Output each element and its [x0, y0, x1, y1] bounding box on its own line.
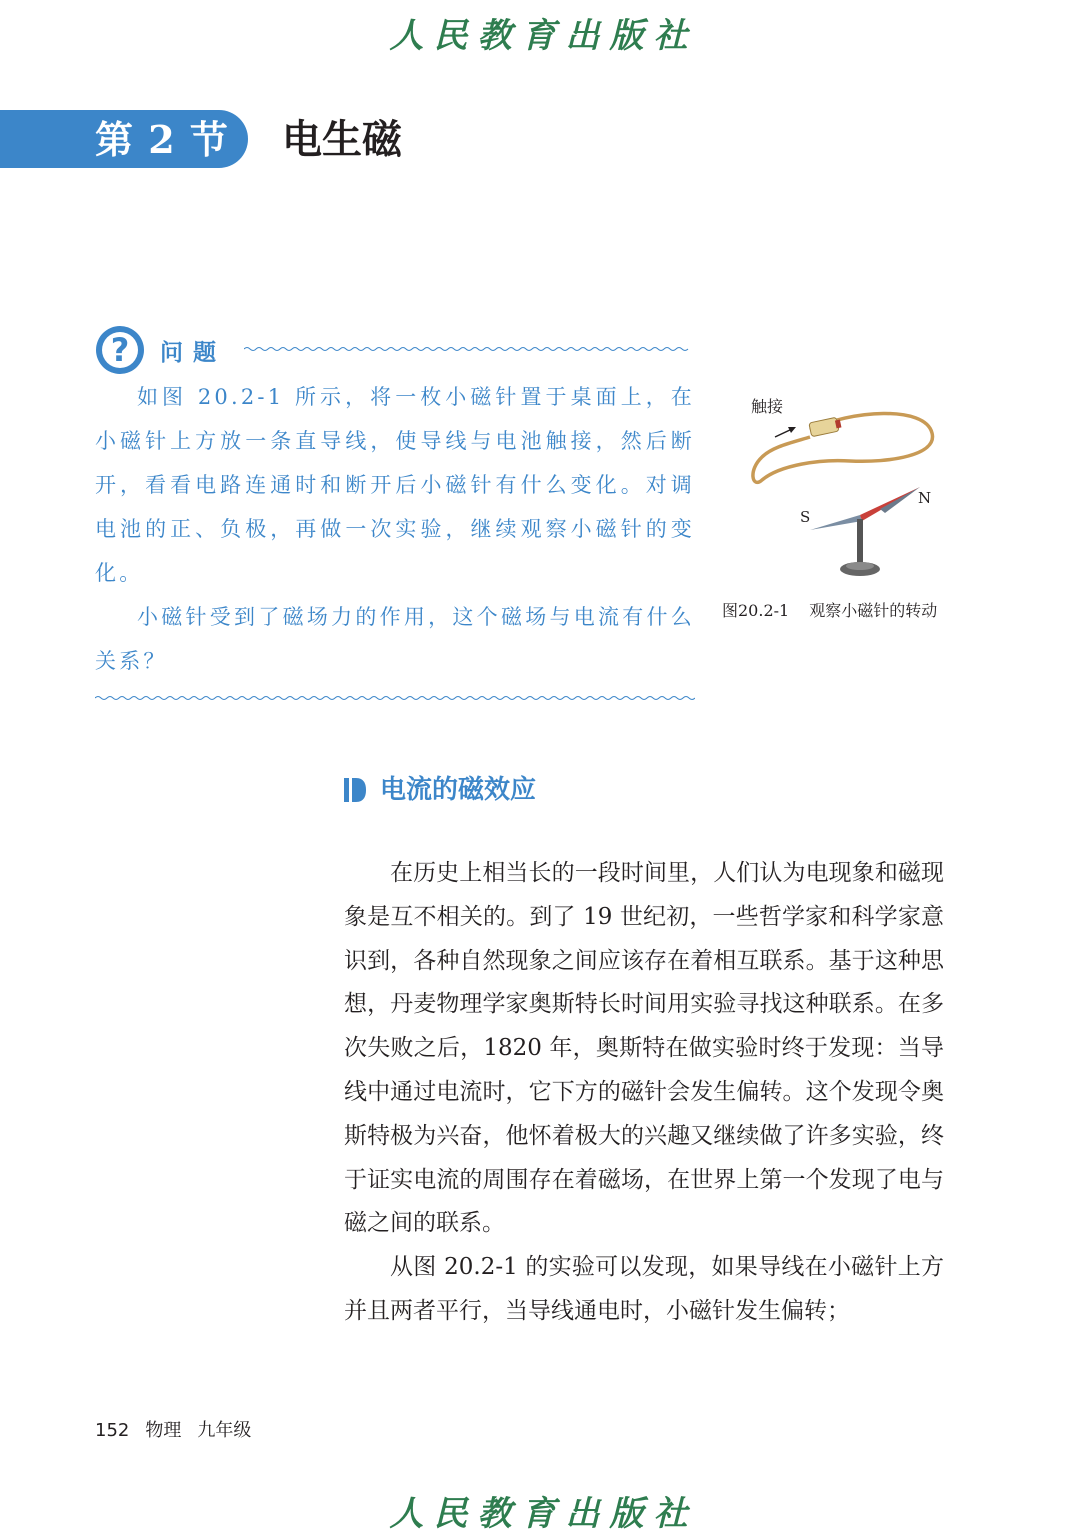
question-paragraph-2: 小磁针受到了磁场力的作用，这个磁场与电流有什么关系？ [95, 605, 695, 673]
subsection-title: 电流的磁效应 [380, 775, 537, 805]
battery [809, 417, 839, 437]
compass-stand-base-top [846, 562, 874, 570]
section-number: 第 2 节 [95, 117, 229, 162]
subsection-marker-icon [344, 778, 366, 802]
question-paragraph-1: 如图 20.2-1 所示，将一枚小磁针置于桌面上，在小磁针上方放一条直导线，使导线与电池触接，然后断开，看看电路连通时和断开后小磁针有什么变化。对调电池的正、负极，再做一次实验，继续观察小磁针的变化。 [95, 385, 695, 585]
contact-arrow [775, 429, 792, 437]
question-body [95, 375, 695, 683]
footer-grade: 九年级 [197, 1420, 252, 1441]
wavy-divider-top [244, 344, 696, 354]
figure-caption [722, 598, 937, 621]
needle-label-s: S [800, 508, 811, 526]
page-footer [95, 1416, 267, 1442]
body-paragraph-2: 从图 20.2-1 的实验可以发现，如果导线在小磁针上方并且两者平行，当导线通电时，小磁针发生偏转； [344, 1254, 944, 1324]
figure-caption-text: 观察小磁针的转动 [809, 601, 938, 620]
wire-loop [753, 413, 933, 482]
question-mark-icon: ? [96, 326, 144, 374]
page-number: 152 [95, 1420, 130, 1441]
publisher-logo-top: 人民教育出版社 [389, 16, 698, 56]
section-title: 电生磁 [282, 117, 402, 163]
compass-stand-pole [857, 519, 863, 563]
figure-label-touch: 触接 [751, 397, 784, 416]
body-paragraph-1: 在历史上相当长的一段时间里，人们认为电现象和磁现象是互不相关的。到了 19 世纪初，一些哲学家和科学家意识到，各种自然现象之间应该存在着相互联系。基于这种思想，丹麦物理学家奥斯特长时间用实验寻找这种联系。在多次失败之后，1820 年，奥斯特在做实验时终于发现：当导线中通过电流时，它下方的磁针会发生偏转。这个发现令奥斯特极为兴奋，他怀着极大的兴趣又继续做了许多实验，终于证实电流的周围存在着磁场，在世界上第一个发现了电与磁之间的联系。 [344, 860, 944, 1237]
footer-subject: 物理 [145, 1420, 182, 1441]
question-title: 问题 [160, 340, 226, 366]
wavy-divider-bottom [95, 693, 695, 703]
figure-caption-number: 图20.2-1 [722, 601, 790, 620]
main-body [344, 852, 944, 1334]
needle-north-tip [880, 487, 920, 513]
compass-wire-illustration [740, 385, 950, 585]
needle-label-n: N [918, 489, 932, 507]
publisher-logo-bottom: 人民教育出版社 [389, 1494, 698, 1534]
needle-south [810, 515, 862, 530]
